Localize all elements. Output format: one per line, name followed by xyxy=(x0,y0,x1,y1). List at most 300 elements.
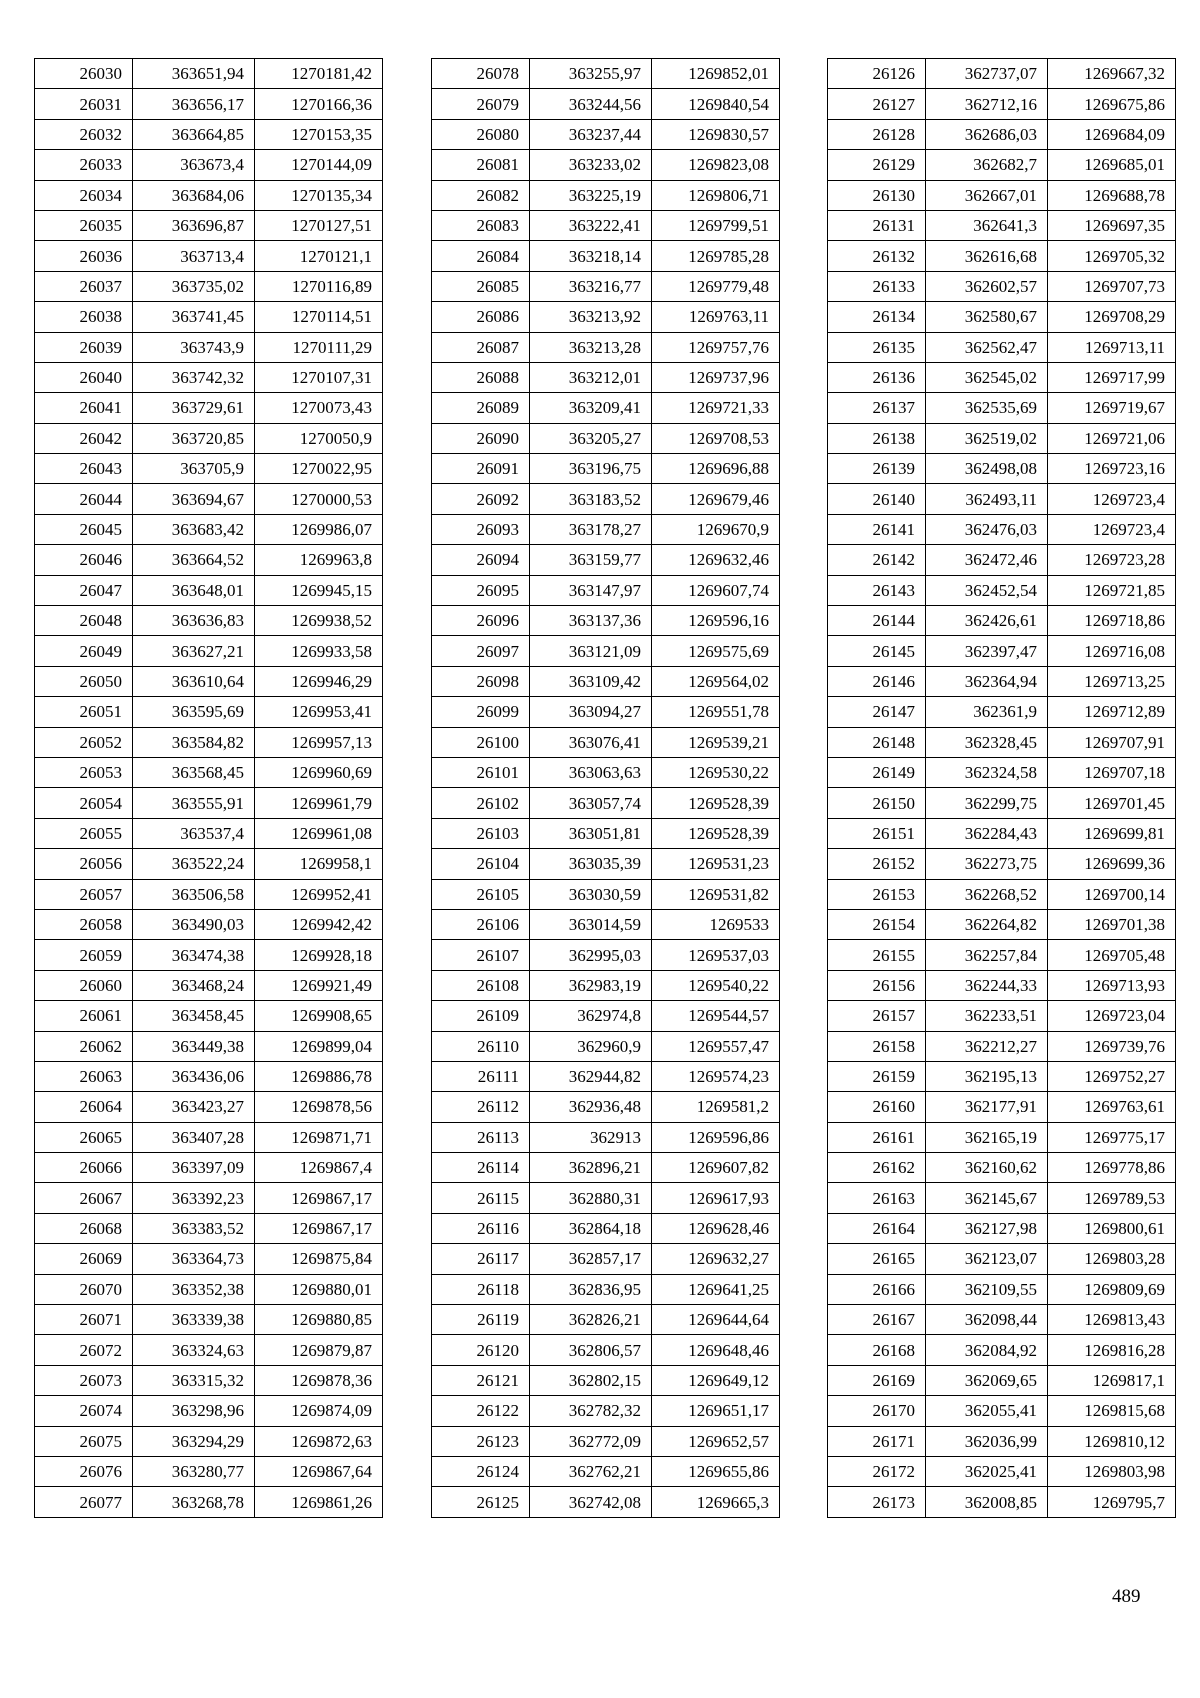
x-coordinate-cell: 362602,57 xyxy=(926,271,1048,301)
y-coordinate-cell: 1269628,46 xyxy=(652,1213,780,1243)
y-coordinate-cell: 1269596,16 xyxy=(652,606,780,636)
x-coordinate-cell: 363742,32 xyxy=(133,362,255,392)
table-row xyxy=(35,241,383,271)
point-id-cell: 26074 xyxy=(35,1396,133,1426)
point-id-cell: 26119 xyxy=(432,1305,530,1335)
table-row xyxy=(432,1153,780,1183)
y-coordinate-cell: 1270127,51 xyxy=(255,210,383,240)
y-coordinate-cell: 1269775,17 xyxy=(1048,1122,1176,1152)
point-id-cell: 26068 xyxy=(35,1213,133,1243)
table-row xyxy=(432,1244,780,1274)
y-coordinate-cell: 1269723,28 xyxy=(1048,545,1176,575)
point-id-cell: 26161 xyxy=(828,1122,926,1152)
point-id-cell: 26145 xyxy=(828,636,926,666)
table-row xyxy=(35,879,383,909)
table-row xyxy=(35,636,383,666)
y-coordinate-cell: 1269557,47 xyxy=(652,1031,780,1061)
y-coordinate-cell: 1270022,95 xyxy=(255,454,383,484)
y-coordinate-cell: 1269648,46 xyxy=(652,1335,780,1365)
point-id-cell: 26048 xyxy=(35,606,133,636)
y-coordinate-cell: 1269852,01 xyxy=(652,59,780,89)
table-row xyxy=(35,575,383,605)
y-coordinate-cell: 1269596,86 xyxy=(652,1122,780,1152)
table-row xyxy=(35,150,383,180)
y-coordinate-cell: 1269679,46 xyxy=(652,484,780,514)
x-coordinate-cell: 362913 xyxy=(530,1122,652,1152)
x-coordinate-cell: 362452,54 xyxy=(926,575,1048,605)
y-coordinate-cell: 1269537,03 xyxy=(652,940,780,970)
y-coordinate-cell: 1269721,33 xyxy=(652,393,780,423)
y-coordinate-cell: 1269564,02 xyxy=(652,666,780,696)
x-coordinate-cell: 363436,06 xyxy=(133,1061,255,1091)
y-coordinate-cell: 1269872,63 xyxy=(255,1426,383,1456)
point-id-cell: 26138 xyxy=(828,423,926,453)
table-row xyxy=(432,1183,780,1213)
x-coordinate-cell: 362535,69 xyxy=(926,393,1048,423)
x-coordinate-cell: 363339,38 xyxy=(133,1305,255,1335)
table-row xyxy=(828,757,1176,787)
table-row xyxy=(432,1092,780,1122)
x-coordinate-cell: 362742,08 xyxy=(530,1487,652,1517)
x-coordinate-cell: 362109,55 xyxy=(926,1274,1048,1304)
point-id-cell: 26064 xyxy=(35,1092,133,1122)
table-row xyxy=(35,666,383,696)
y-coordinate-cell: 1269649,12 xyxy=(652,1365,780,1395)
y-coordinate-cell: 1269875,84 xyxy=(255,1244,383,1274)
y-coordinate-cell: 1269707,18 xyxy=(1048,757,1176,787)
y-coordinate-cell: 1269963,8 xyxy=(255,545,383,575)
point-id-cell: 26137 xyxy=(828,393,926,423)
y-coordinate-cell: 1269880,01 xyxy=(255,1274,383,1304)
table-row xyxy=(432,514,780,544)
y-coordinate-cell: 1269806,71 xyxy=(652,180,780,210)
y-coordinate-cell: 1269739,76 xyxy=(1048,1031,1176,1061)
y-coordinate-cell: 1269986,07 xyxy=(255,514,383,544)
table-row xyxy=(432,1426,780,1456)
point-id-cell: 26076 xyxy=(35,1456,133,1486)
table-row xyxy=(828,1396,1176,1426)
x-coordinate-cell: 363280,77 xyxy=(133,1456,255,1486)
table-row xyxy=(432,818,780,848)
table-row xyxy=(35,302,383,332)
point-id-cell: 26110 xyxy=(432,1031,530,1061)
point-id-cell: 26069 xyxy=(35,1244,133,1274)
x-coordinate-cell: 363057,74 xyxy=(530,788,652,818)
x-coordinate-cell: 362944,82 xyxy=(530,1061,652,1091)
x-coordinate-cell: 362641,3 xyxy=(926,210,1048,240)
point-id-cell: 26041 xyxy=(35,393,133,423)
table-row xyxy=(432,241,780,271)
x-coordinate-cell: 363213,28 xyxy=(530,332,652,362)
x-coordinate-cell: 362025,41 xyxy=(926,1456,1048,1486)
x-coordinate-cell: 363664,52 xyxy=(133,545,255,575)
point-id-cell: 26083 xyxy=(432,210,530,240)
y-coordinate-cell: 1269803,28 xyxy=(1048,1244,1176,1274)
x-coordinate-cell: 362098,44 xyxy=(926,1305,1048,1335)
y-coordinate-cell: 1269652,57 xyxy=(652,1426,780,1456)
y-coordinate-cell: 1269867,17 xyxy=(255,1213,383,1243)
x-coordinate-cell: 363656,17 xyxy=(133,89,255,119)
table-row xyxy=(35,727,383,757)
y-coordinate-cell: 1269655,86 xyxy=(652,1456,780,1486)
point-id-cell: 26120 xyxy=(432,1335,530,1365)
table-row xyxy=(828,59,1176,89)
x-coordinate-cell: 362782,32 xyxy=(530,1396,652,1426)
table-row xyxy=(432,1061,780,1091)
y-coordinate-cell: 1269961,79 xyxy=(255,788,383,818)
x-coordinate-cell: 363324,63 xyxy=(133,1335,255,1365)
x-coordinate-cell: 362616,68 xyxy=(926,241,1048,271)
table-row xyxy=(432,940,780,970)
table-row xyxy=(35,59,383,89)
point-id-cell: 26123 xyxy=(432,1426,530,1456)
table-row xyxy=(828,150,1176,180)
table-row xyxy=(35,1244,383,1274)
table-row xyxy=(35,454,383,484)
coordinates-table-2 xyxy=(431,58,780,1518)
table-row xyxy=(35,697,383,727)
x-coordinate-cell: 363490,03 xyxy=(133,909,255,939)
y-coordinate-cell: 1269960,69 xyxy=(255,757,383,787)
point-id-cell: 26097 xyxy=(432,636,530,666)
table-row xyxy=(828,606,1176,636)
y-coordinate-cell: 1269815,68 xyxy=(1048,1396,1176,1426)
y-coordinate-cell: 1270144,09 xyxy=(255,150,383,180)
y-coordinate-cell: 1269665,3 xyxy=(652,1487,780,1517)
point-id-cell: 26149 xyxy=(828,757,926,787)
x-coordinate-cell: 362324,58 xyxy=(926,757,1048,787)
x-coordinate-cell: 362936,48 xyxy=(530,1092,652,1122)
y-coordinate-cell: 1269696,88 xyxy=(652,454,780,484)
y-coordinate-cell: 1269861,26 xyxy=(255,1487,383,1517)
point-id-cell: 26168 xyxy=(828,1335,926,1365)
y-coordinate-cell: 1269880,85 xyxy=(255,1305,383,1335)
table-row xyxy=(828,180,1176,210)
table-row xyxy=(432,484,780,514)
point-id-cell: 26063 xyxy=(35,1061,133,1091)
x-coordinate-cell: 362857,17 xyxy=(530,1244,652,1274)
y-coordinate-cell: 1269700,14 xyxy=(1048,879,1176,909)
table-row xyxy=(828,1001,1176,1031)
y-coordinate-cell: 1269908,65 xyxy=(255,1001,383,1031)
x-coordinate-cell: 363627,21 xyxy=(133,636,255,666)
x-coordinate-cell: 362983,19 xyxy=(530,970,652,1000)
point-id-cell: 26124 xyxy=(432,1456,530,1486)
table-row xyxy=(432,1365,780,1395)
point-id-cell: 26079 xyxy=(432,89,530,119)
y-coordinate-cell: 1269670,9 xyxy=(652,514,780,544)
point-id-cell: 26078 xyxy=(432,59,530,89)
x-coordinate-cell: 363397,09 xyxy=(133,1153,255,1183)
table-row xyxy=(35,1031,383,1061)
point-id-cell: 26122 xyxy=(432,1396,530,1426)
point-id-cell: 26098 xyxy=(432,666,530,696)
table-row xyxy=(35,1122,383,1152)
x-coordinate-cell: 363684,06 xyxy=(133,180,255,210)
y-coordinate-cell: 1269528,39 xyxy=(652,818,780,848)
point-id-cell: 26036 xyxy=(35,241,133,271)
y-coordinate-cell: 1269581,2 xyxy=(652,1092,780,1122)
y-coordinate-cell: 1269763,61 xyxy=(1048,1092,1176,1122)
point-id-cell: 26171 xyxy=(828,1426,926,1456)
y-coordinate-cell: 1269551,78 xyxy=(652,697,780,727)
point-id-cell: 26061 xyxy=(35,1001,133,1031)
table-row xyxy=(828,1487,1176,1517)
x-coordinate-cell: 363315,32 xyxy=(133,1365,255,1395)
point-id-cell: 26147 xyxy=(828,697,926,727)
y-coordinate-cell: 1269723,4 xyxy=(1048,514,1176,544)
y-coordinate-cell: 1270135,34 xyxy=(255,180,383,210)
point-id-cell: 26130 xyxy=(828,180,926,210)
table-row xyxy=(828,89,1176,119)
point-id-cell: 26155 xyxy=(828,940,926,970)
x-coordinate-cell: 362361,9 xyxy=(926,697,1048,727)
x-coordinate-cell: 362545,02 xyxy=(926,362,1048,392)
y-coordinate-cell: 1269574,23 xyxy=(652,1061,780,1091)
x-coordinate-cell: 362762,21 xyxy=(530,1456,652,1486)
x-coordinate-cell: 363392,23 xyxy=(133,1183,255,1213)
y-coordinate-cell: 1269878,56 xyxy=(255,1092,383,1122)
y-coordinate-cell: 1269717,99 xyxy=(1048,362,1176,392)
point-id-cell: 26105 xyxy=(432,879,530,909)
x-coordinate-cell: 363255,97 xyxy=(530,59,652,89)
y-coordinate-cell: 1269723,04 xyxy=(1048,1001,1176,1031)
point-id-cell: 26117 xyxy=(432,1244,530,1274)
y-coordinate-cell: 1269899,04 xyxy=(255,1031,383,1061)
point-id-cell: 26093 xyxy=(432,514,530,544)
x-coordinate-cell: 362084,92 xyxy=(926,1335,1048,1365)
y-coordinate-cell: 1269785,28 xyxy=(652,241,780,271)
table-row xyxy=(35,545,383,575)
table-row xyxy=(432,1122,780,1152)
table-row xyxy=(35,271,383,301)
table-row xyxy=(828,1213,1176,1243)
point-id-cell: 26167 xyxy=(828,1305,926,1335)
x-coordinate-cell: 363244,56 xyxy=(530,89,652,119)
point-id-cell: 26088 xyxy=(432,362,530,392)
table-row xyxy=(35,1365,383,1395)
y-coordinate-cell: 1269723,16 xyxy=(1048,454,1176,484)
table-row xyxy=(828,514,1176,544)
x-coordinate-cell: 362864,18 xyxy=(530,1213,652,1243)
point-id-cell: 26108 xyxy=(432,970,530,1000)
point-id-cell: 26131 xyxy=(828,210,926,240)
table-row xyxy=(828,362,1176,392)
table-row xyxy=(432,606,780,636)
x-coordinate-cell: 362426,61 xyxy=(926,606,1048,636)
y-coordinate-cell: 1269528,39 xyxy=(652,788,780,818)
y-coordinate-cell: 1269952,41 xyxy=(255,879,383,909)
table-row xyxy=(35,1426,383,1456)
x-coordinate-cell: 363051,81 xyxy=(530,818,652,848)
y-coordinate-cell: 1269878,36 xyxy=(255,1365,383,1395)
point-id-cell: 26089 xyxy=(432,393,530,423)
point-id-cell: 26116 xyxy=(432,1213,530,1243)
y-coordinate-cell: 1269533 xyxy=(652,909,780,939)
point-id-cell: 26170 xyxy=(828,1396,926,1426)
y-coordinate-cell: 1269867,17 xyxy=(255,1183,383,1213)
table-row xyxy=(35,1001,383,1031)
table-row xyxy=(828,940,1176,970)
point-id-cell: 26141 xyxy=(828,514,926,544)
point-id-cell: 26150 xyxy=(828,788,926,818)
y-coordinate-cell: 1269946,29 xyxy=(255,666,383,696)
x-coordinate-cell: 363121,09 xyxy=(530,636,652,666)
point-id-cell: 26154 xyxy=(828,909,926,939)
point-id-cell: 26090 xyxy=(432,423,530,453)
y-coordinate-cell: 1269575,69 xyxy=(652,636,780,666)
point-id-cell: 26095 xyxy=(432,575,530,605)
point-id-cell: 26070 xyxy=(35,1274,133,1304)
x-coordinate-cell: 363383,52 xyxy=(133,1213,255,1243)
table-row xyxy=(828,666,1176,696)
point-id-cell: 26060 xyxy=(35,970,133,1000)
y-coordinate-cell: 1269632,46 xyxy=(652,545,780,575)
point-id-cell: 26081 xyxy=(432,150,530,180)
point-id-cell: 26146 xyxy=(828,666,926,696)
y-coordinate-cell: 1269803,98 xyxy=(1048,1456,1176,1486)
y-coordinate-cell: 1270121,1 xyxy=(255,241,383,271)
x-coordinate-cell: 363522,24 xyxy=(133,849,255,879)
y-coordinate-cell: 1269675,86 xyxy=(1048,89,1176,119)
x-coordinate-cell: 362519,02 xyxy=(926,423,1048,453)
y-coordinate-cell: 1269957,13 xyxy=(255,727,383,757)
x-coordinate-cell: 362995,03 xyxy=(530,940,652,970)
x-coordinate-cell: 363729,61 xyxy=(133,393,255,423)
point-id-cell: 26091 xyxy=(432,454,530,484)
point-id-cell: 26059 xyxy=(35,940,133,970)
x-coordinate-cell: 363268,78 xyxy=(133,1487,255,1517)
x-coordinate-cell: 363468,24 xyxy=(133,970,255,1000)
point-id-cell: 26114 xyxy=(432,1153,530,1183)
table-row xyxy=(828,727,1176,757)
table-row xyxy=(35,393,383,423)
table-row xyxy=(432,454,780,484)
point-id-cell: 26100 xyxy=(432,727,530,757)
x-coordinate-cell: 363364,73 xyxy=(133,1244,255,1274)
y-coordinate-cell: 1270073,43 xyxy=(255,393,383,423)
y-coordinate-cell: 1269737,96 xyxy=(652,362,780,392)
point-id-cell: 26045 xyxy=(35,514,133,544)
x-coordinate-cell: 362328,45 xyxy=(926,727,1048,757)
table-row xyxy=(35,484,383,514)
point-id-cell: 26132 xyxy=(828,241,926,271)
point-id-cell: 26047 xyxy=(35,575,133,605)
x-coordinate-cell: 362195,13 xyxy=(926,1061,1048,1091)
point-id-cell: 26134 xyxy=(828,302,926,332)
x-coordinate-cell: 363735,02 xyxy=(133,271,255,301)
table-row xyxy=(35,1274,383,1304)
x-coordinate-cell: 363568,45 xyxy=(133,757,255,787)
table-row xyxy=(432,1335,780,1365)
x-coordinate-cell: 363298,96 xyxy=(133,1396,255,1426)
y-coordinate-cell: 1269817,1 xyxy=(1048,1365,1176,1395)
table-row xyxy=(828,1153,1176,1183)
x-coordinate-cell: 362806,57 xyxy=(530,1335,652,1365)
y-coordinate-cell: 1269651,17 xyxy=(652,1396,780,1426)
x-coordinate-cell: 362476,03 xyxy=(926,514,1048,544)
y-coordinate-cell: 1269789,53 xyxy=(1048,1183,1176,1213)
table-row xyxy=(828,636,1176,666)
table-row xyxy=(432,302,780,332)
y-coordinate-cell: 1269823,08 xyxy=(652,150,780,180)
point-id-cell: 26165 xyxy=(828,1244,926,1274)
point-id-cell: 26129 xyxy=(828,150,926,180)
coordinates-table-1 xyxy=(34,58,383,1518)
y-coordinate-cell: 1269667,32 xyxy=(1048,59,1176,89)
point-id-cell: 26080 xyxy=(432,119,530,149)
table-row xyxy=(432,1031,780,1061)
x-coordinate-cell: 362682,7 xyxy=(926,150,1048,180)
point-id-cell: 26049 xyxy=(35,636,133,666)
x-coordinate-cell: 362268,52 xyxy=(926,879,1048,909)
y-coordinate-cell: 1269800,61 xyxy=(1048,1213,1176,1243)
table-row xyxy=(828,1061,1176,1091)
x-coordinate-cell: 362055,41 xyxy=(926,1396,1048,1426)
y-coordinate-cell: 1269530,22 xyxy=(652,757,780,787)
table-row xyxy=(432,271,780,301)
x-coordinate-cell: 363352,38 xyxy=(133,1274,255,1304)
x-coordinate-cell: 362145,67 xyxy=(926,1183,1048,1213)
point-id-cell: 26094 xyxy=(432,545,530,575)
x-coordinate-cell: 362974,8 xyxy=(530,1001,652,1031)
table-row xyxy=(35,1061,383,1091)
table-row xyxy=(35,788,383,818)
point-id-cell: 26055 xyxy=(35,818,133,848)
point-id-cell: 26158 xyxy=(828,1031,926,1061)
table-row xyxy=(828,1365,1176,1395)
point-id-cell: 26142 xyxy=(828,545,926,575)
y-coordinate-cell: 1269716,08 xyxy=(1048,636,1176,666)
point-id-cell: 26056 xyxy=(35,849,133,879)
point-id-cell: 26085 xyxy=(432,271,530,301)
x-coordinate-cell: 362896,21 xyxy=(530,1153,652,1183)
x-coordinate-cell: 362123,07 xyxy=(926,1244,1048,1274)
x-coordinate-cell: 362712,16 xyxy=(926,89,1048,119)
table-row xyxy=(828,271,1176,301)
point-id-cell: 26032 xyxy=(35,119,133,149)
point-id-cell: 26125 xyxy=(432,1487,530,1517)
y-coordinate-cell: 1269539,21 xyxy=(652,727,780,757)
x-coordinate-cell: 362580,67 xyxy=(926,302,1048,332)
point-id-cell: 26162 xyxy=(828,1153,926,1183)
x-coordinate-cell: 362826,21 xyxy=(530,1305,652,1335)
point-id-cell: 26103 xyxy=(432,818,530,848)
table-row xyxy=(432,849,780,879)
table-row xyxy=(432,970,780,1000)
x-coordinate-cell: 362299,75 xyxy=(926,788,1048,818)
point-id-cell: 26072 xyxy=(35,1335,133,1365)
y-coordinate-cell: 1269644,64 xyxy=(652,1305,780,1335)
x-coordinate-cell: 363213,92 xyxy=(530,302,652,332)
page-number: 489 xyxy=(1112,1586,1141,1607)
point-id-cell: 26034 xyxy=(35,180,133,210)
x-coordinate-cell: 362802,15 xyxy=(530,1365,652,1395)
y-coordinate-cell: 1269945,15 xyxy=(255,575,383,605)
y-coordinate-cell: 1269544,57 xyxy=(652,1001,780,1031)
point-id-cell: 26136 xyxy=(828,362,926,392)
point-id-cell: 26121 xyxy=(432,1365,530,1395)
y-coordinate-cell: 1269699,36 xyxy=(1048,849,1176,879)
x-coordinate-cell: 362686,03 xyxy=(926,119,1048,149)
table-row xyxy=(828,788,1176,818)
x-coordinate-cell: 363178,27 xyxy=(530,514,652,544)
y-coordinate-cell: 1269763,11 xyxy=(652,302,780,332)
point-id-cell: 26050 xyxy=(35,666,133,696)
point-id-cell: 26143 xyxy=(828,575,926,605)
x-coordinate-cell: 362127,98 xyxy=(926,1213,1048,1243)
table-row xyxy=(432,636,780,666)
